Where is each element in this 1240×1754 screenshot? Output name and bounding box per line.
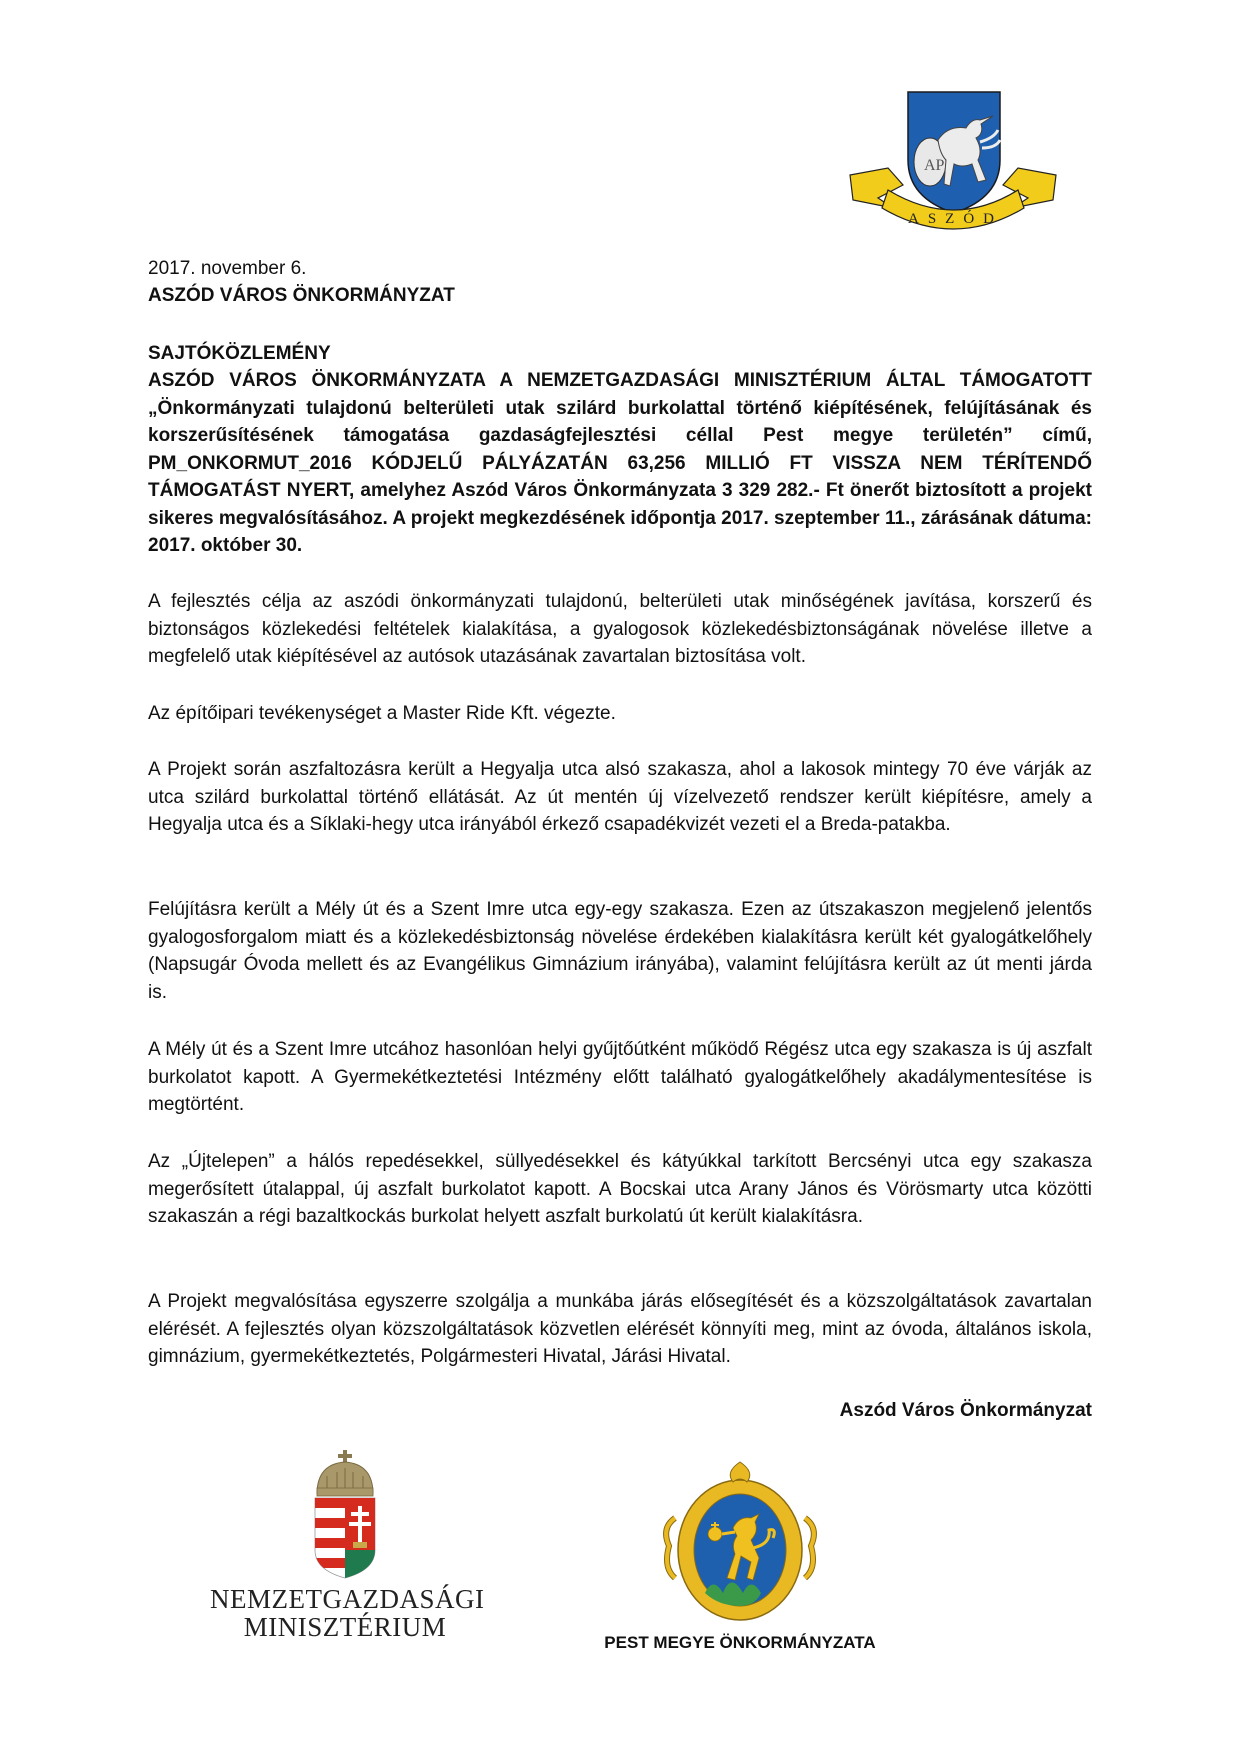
paragraph-summary: A Projekt megvalósítása egyszerre szolgálja a munkába járás elősegítését és a közszolgáltatások zavartalan elérését. A fejlesztés olyan közszolgáltatások közvetlen elérését könnyíti meg, mint az óvoda, általános iskola, gimnázium, gyermekétkeztetés, Polgármesteri Hivatal, Járási Hivatal. — [148, 1291, 1092, 1367]
aszod-coat-of-arms-icon — [848, 90, 1058, 250]
press-release-headline: ASZÓD VÁROS ÖNKORMÁNYZATA A NEMZETGAZDASÁGI MINISZTÉRIUM ÁLTAL TÁMOGATOTT „Önkormányzati tulajdonú belterületi utak szilárd burkolattal történő kiépítésének, felújításának és korszerűsítésének támogatása gazdaságfejlesztési céllal Pest megye területén” című, PM_ONKORMUT_2016 KÓDJELŰ PÁLYÁZATÁN 63,256 MILLIÓ FT VISSZA NEM TÉRÍTENDŐ TÁMOGATÁST NYERT, amelyhez Aszód Város Önkormányzata 3 329 282.- Ft önerőt biztosított a projekt sikeres megvalósításához. A projekt megkezdésének időpontja 2017. szeptember 11., zárásának dátuma: 2017. október 30. — [148, 370, 1092, 556]
signature: Aszód Város Önkormányzat — [839, 1400, 1092, 1421]
ngm-name — [210, 1584, 485, 1642]
paragraph-goal: A fejlesztés célja az aszódi önkormányzati tulajdonú, belterületi utak minőségének javítása, korszerű és biztonságos közlekedési feltételek kialakítása, a gyalogosok közlekedésbiztonságának növelése illetve a megfelelő utak kiépítésével az autósok utazásának zavartalan biztosítása volt. — [148, 591, 1092, 667]
svg-text:ASZÓD: ASZÓD — [908, 211, 1004, 227]
paragraph-regesz: A Mély út és a Szent Imre utcához hasonlóan helyi gyűjtőútként működő Régész utca egy szakasza is új aszfalt burkolatot kapott. A Gyermekétkeztetési Intézmény előtt található gyalogátkelőhely akadálymentesítése is megtörtént. — [148, 1039, 1092, 1115]
paragraph-hegyalja: A Projekt során aszfaltozásra került a Hegyalja utca alsó szakasza, ahol a lakosok mintegy 70 éve várják az utca szilárd burkolattal történő ellátását. Az út mentén új vízelvezető rendszer került kiépítésre, amely a Hegyalja utca és a Síklaki-hegy utca irányából érkező csapadékvizét vezeti el a Breda-patakba. — [148, 759, 1092, 835]
document-date: 2017. november 6. — [148, 258, 307, 279]
pest-county-name: PEST MEGYE ÖNKORMÁNYZATA — [604, 1633, 876, 1652]
paragraph-ujtelep: Az „Újtelepen” a hálós repedésekkel, süllyedésekkel és kátyúkkal tarkított Bercsényi utca egy szakasza megerősített útalappal, új aszfalt burkolatot kapott. A Bocskai utca Arany János és Vörösmarty utca közötti szakaszán a régi bazaltkockás burkolat helyett aszfalt burkolatú út került kialakításra. — [148, 1151, 1092, 1227]
press-release-title: SAJTÓKÖZLEMÉNY — [148, 343, 331, 364]
pest-county-coat-of-arms-icon — [655, 1458, 825, 1628]
organization-name: ASZÓD VÁROS ÖNKORMÁNYZAT — [148, 285, 455, 306]
ngm-name-line1: NEMZETGAZDASÁGI — [210, 1584, 485, 1614]
ngm-name-line2: MINISZTÉRIUM — [243, 1612, 447, 1642]
paragraph-mely-ut: Felújításra került a Mély út és a Szent Imre utca egy-egy szakasza. Ezen az útszakaszon megjelenő jelentős gyalogosforgalom miatt és a közlekedésbiztonság növelése érdekében kialakításra került két gyalogátkelőhely (Napsugár Óvoda mellett és az Evangélikus Gimnázium irányába), valamint felújításra került az út menti járda is. — [148, 899, 1092, 1003]
svg-text:AP: AP — [924, 157, 945, 174]
paragraph-contractor: Az építőipari tevékenységet a Master Ride Kft. végezte. — [148, 703, 616, 724]
